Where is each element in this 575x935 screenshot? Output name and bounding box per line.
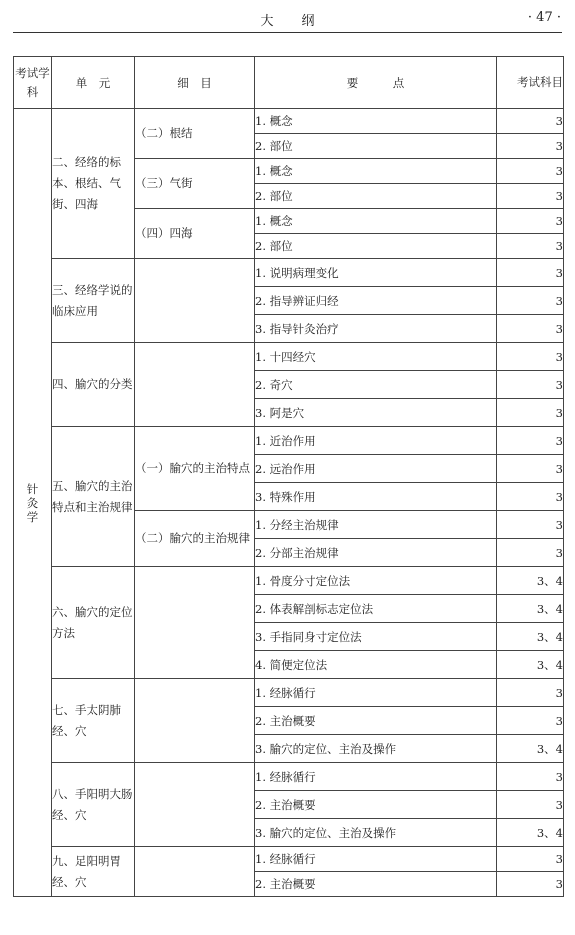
level-cell: 3: [497, 234, 564, 259]
point-cell: 2. 部位: [255, 184, 497, 209]
table-row: [14, 847, 564, 872]
level-cell: 3: [497, 427, 564, 455]
level-cell: 3: [497, 259, 564, 287]
level-cell: 3: [497, 343, 564, 371]
point-cell: 2. 分部主治规律: [255, 539, 497, 567]
detail-cell: （二）根结: [135, 109, 255, 159]
table-row: [14, 259, 564, 287]
point-cell: 2. 主治概要: [255, 707, 497, 735]
point-cell: 3. 阿是穴: [255, 399, 497, 427]
header-title-char-1: 大: [260, 14, 274, 29]
point-cell: 2. 指导辨证归经: [255, 287, 497, 315]
level-cell: 3、4: [497, 567, 564, 595]
detail-cell: （四）四海: [135, 209, 255, 259]
header-points: 要 点: [255, 57, 497, 109]
header-title-char-2: 纲: [301, 14, 315, 29]
unit-cell: 六、腧穴的定位方法: [52, 567, 135, 679]
point-cell: 3. 指导针灸治疗: [255, 315, 497, 343]
level-cell: 3: [497, 455, 564, 483]
point-cell: 2. 远治作用: [255, 455, 497, 483]
level-cell: 3: [497, 791, 564, 819]
point-cell: 1. 经脉循行: [255, 847, 497, 872]
point-cell: 1. 说明病理变化: [255, 259, 497, 287]
point-cell: 2. 部位: [255, 234, 497, 259]
level-cell: 3: [497, 483, 564, 511]
level-cell: 3: [497, 539, 564, 567]
unit-cell: 八、手阳明大肠经、穴: [52, 763, 135, 847]
header-detail: 细 目: [135, 57, 255, 109]
unit-cell: 七、手太阴肺经、穴: [52, 679, 135, 763]
header-level: 考试科目: [497, 57, 564, 109]
point-cell: 1. 分经主治规律: [255, 511, 497, 539]
point-cell: 2. 主治概要: [255, 872, 497, 897]
header-unit: 单 元: [52, 57, 135, 109]
unit-cell: 三、经络学说的临床应用: [52, 259, 135, 343]
detail-cell: [135, 847, 255, 897]
point-cell: 1. 十四经穴: [255, 343, 497, 371]
level-cell: 3: [497, 209, 564, 234]
level-cell: 3: [497, 159, 564, 184]
point-cell: 3. 腧穴的定位、主治及操作: [255, 735, 497, 763]
detail-cell: [135, 679, 255, 763]
level-cell: 3、4: [497, 595, 564, 623]
point-cell: 2. 部位: [255, 134, 497, 159]
level-cell: 3: [497, 847, 564, 872]
table-row: [14, 427, 564, 455]
unit-cell: 二、经络的标本、根结、气街、四海: [52, 109, 135, 259]
level-cell: 3: [497, 184, 564, 209]
header-subject: 考试学科: [14, 57, 52, 109]
table-row: [14, 679, 564, 707]
level-cell: 3: [497, 109, 564, 134]
unit-cell: 四、腧穴的分类: [52, 343, 135, 427]
level-cell: 3: [497, 287, 564, 315]
level-cell: 3: [497, 511, 564, 539]
subject-cell: [14, 109, 52, 897]
syllabus-table: [13, 56, 564, 897]
level-cell: 3: [497, 679, 564, 707]
point-cell: 2. 奇穴: [255, 371, 497, 399]
unit-cell: 九、足阳明胃经、穴: [52, 847, 135, 897]
level-cell: 3: [497, 315, 564, 343]
page-number: · 47 ·: [527, 10, 561, 25]
point-cell: 3. 腧穴的定位、主治及操作: [255, 819, 497, 847]
point-cell: 1. 经脉循行: [255, 679, 497, 707]
level-cell: 3、4: [497, 735, 564, 763]
subject-text: 针灸学: [26, 481, 39, 524]
level-cell: 3: [497, 134, 564, 159]
table-row: [14, 343, 564, 371]
point-cell: 4. 简便定位法: [255, 651, 497, 679]
detail-cell: [135, 259, 255, 343]
page-header-title: [0, 10, 575, 29]
point-cell: 1. 近治作用: [255, 427, 497, 455]
point-cell: 1. 骨度分寸定位法: [255, 567, 497, 595]
level-cell: 3、4: [497, 819, 564, 847]
unit-cell: 五、腧穴的主治特点和主治规律: [52, 427, 135, 567]
detail-cell: [135, 763, 255, 847]
point-cell: 1. 概念: [255, 159, 497, 184]
detail-cell: （二）腧穴的主治规律: [135, 511, 255, 567]
level-cell: 3、4: [497, 623, 564, 651]
header-rule: [13, 32, 562, 33]
level-cell: 3: [497, 872, 564, 897]
detail-cell: [135, 343, 255, 427]
table-row: [14, 567, 564, 595]
point-cell: 2. 体表解剖标志定位法: [255, 595, 497, 623]
point-cell: 1. 经脉循行: [255, 763, 497, 791]
level-cell: 3: [497, 371, 564, 399]
table-row: [14, 109, 564, 134]
point-cell: 1. 概念: [255, 109, 497, 134]
point-cell: 1. 概念: [255, 209, 497, 234]
level-cell: 3: [497, 399, 564, 427]
table-row: [14, 763, 564, 791]
detail-cell: [135, 567, 255, 679]
point-cell: 3. 特殊作用: [255, 483, 497, 511]
detail-cell: （一）腧穴的主治特点: [135, 427, 255, 511]
level-cell: 3: [497, 763, 564, 791]
point-cell: 3. 手指同身寸定位法: [255, 623, 497, 651]
detail-cell: （三）气街: [135, 159, 255, 209]
syllabus-body: [14, 109, 564, 897]
level-cell: 3: [497, 707, 564, 735]
point-cell: 2. 主治概要: [255, 791, 497, 819]
level-cell: 3、4: [497, 651, 564, 679]
